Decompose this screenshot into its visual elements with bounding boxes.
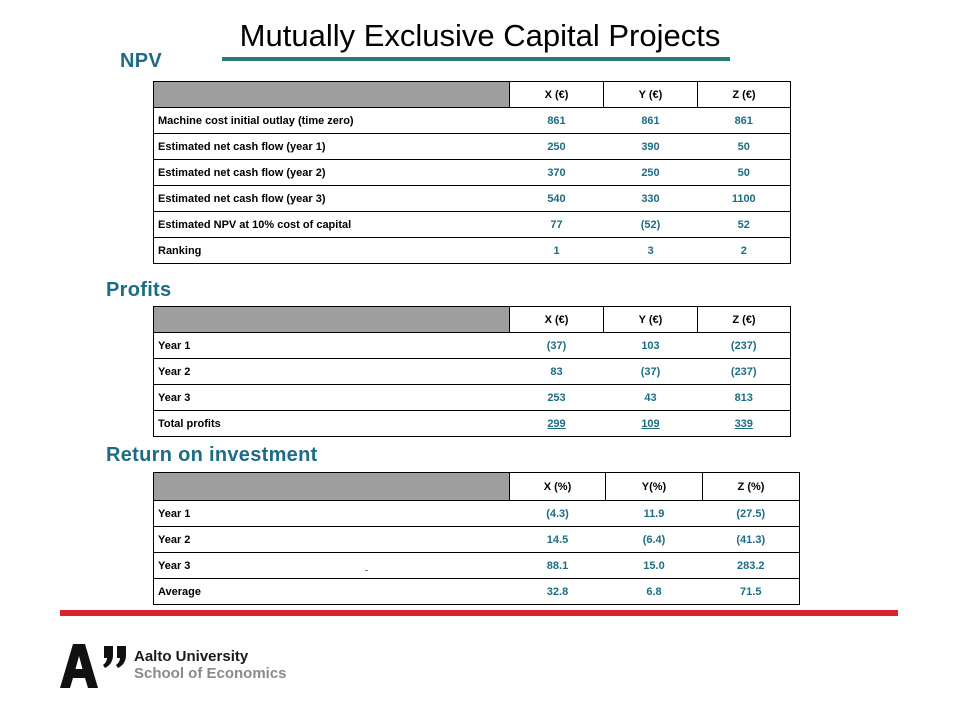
table-row bbox=[154, 527, 800, 553]
value-x: 299 bbox=[510, 411, 604, 437]
value-z: 52 bbox=[698, 212, 791, 238]
profits-table bbox=[153, 306, 791, 437]
column-header-x: X (%) bbox=[510, 473, 606, 501]
value-z: (237) bbox=[698, 359, 791, 385]
value-z: 71.5 bbox=[703, 579, 800, 605]
row-label: Estimated net cash flow (year 3) bbox=[154, 186, 510, 212]
row-label: Year 1 bbox=[154, 333, 510, 359]
row-label: Year 2 bbox=[154, 359, 510, 385]
value-x: (4.3) bbox=[510, 501, 606, 527]
table-row bbox=[154, 579, 800, 605]
value-x: 540 bbox=[510, 186, 604, 212]
table-row bbox=[154, 333, 791, 359]
table-row bbox=[154, 186, 791, 212]
value-y: (37) bbox=[604, 359, 698, 385]
value-z: (41.3) bbox=[703, 527, 800, 553]
header-blank-cell bbox=[154, 473, 510, 501]
table-row bbox=[154, 501, 800, 527]
npv-table bbox=[153, 81, 791, 264]
row-label: Ranking bbox=[154, 238, 510, 264]
row-label: Year 3 bbox=[154, 553, 510, 579]
value-x: (37) bbox=[510, 333, 604, 359]
footer-rule bbox=[60, 610, 898, 616]
value-y: 6.8 bbox=[606, 579, 703, 605]
value-x: 250 bbox=[510, 134, 604, 160]
value-x: 77 bbox=[510, 212, 604, 238]
value-x: 83 bbox=[510, 359, 604, 385]
value-x: 14.5 bbox=[510, 527, 606, 553]
table-row bbox=[154, 553, 800, 579]
value-x: 32.8 bbox=[510, 579, 606, 605]
value-y: 250 bbox=[604, 160, 698, 186]
value-z: 813 bbox=[698, 385, 791, 411]
value-y: 390 bbox=[604, 134, 698, 160]
value-x: 370 bbox=[510, 160, 604, 186]
roi-heading: Return on investment bbox=[106, 444, 318, 466]
logo-wordmark bbox=[134, 648, 287, 682]
value-z: 2 bbox=[698, 238, 791, 264]
row-label: Estimated NPV at 10% cost of capital bbox=[154, 212, 510, 238]
row-label: Year 2 bbox=[154, 527, 510, 553]
row-label: Total profits bbox=[154, 411, 510, 437]
value-y: 330 bbox=[604, 186, 698, 212]
table-row bbox=[154, 359, 791, 385]
stray-mark bbox=[365, 570, 368, 571]
table-row bbox=[154, 411, 791, 437]
logo-university-name: Aalto University bbox=[134, 648, 249, 665]
value-y: 11.9 bbox=[606, 501, 703, 527]
column-header-x: X (€) bbox=[510, 82, 604, 108]
value-y: 109 bbox=[604, 411, 698, 437]
column-header-y: Y (€) bbox=[604, 82, 698, 108]
slide-title: Mutually Exclusive Capital Projects bbox=[239, 18, 721, 53]
value-z: (237) bbox=[698, 333, 791, 359]
column-header-z: Z (%) bbox=[703, 473, 800, 501]
table-row bbox=[154, 108, 791, 134]
value-z: 339 bbox=[698, 411, 791, 437]
value-x: 1 bbox=[510, 238, 604, 264]
table-row bbox=[154, 238, 791, 264]
npv-heading: NPV bbox=[120, 50, 163, 72]
roi-table bbox=[153, 472, 800, 605]
column-header-x: X (€) bbox=[510, 307, 604, 333]
title-underline bbox=[222, 57, 730, 61]
value-x: 88.1 bbox=[510, 553, 606, 579]
profits-heading: Profits bbox=[106, 279, 172, 301]
table-row bbox=[154, 212, 791, 238]
header-blank-cell bbox=[154, 307, 510, 333]
value-z: 50 bbox=[698, 134, 791, 160]
value-z: 50 bbox=[698, 160, 791, 186]
header-blank-cell bbox=[154, 82, 510, 108]
table-row bbox=[154, 134, 791, 160]
value-y: 43 bbox=[604, 385, 698, 411]
column-header-y: Y (€) bbox=[604, 307, 698, 333]
table-row bbox=[154, 385, 791, 411]
value-x: 861 bbox=[510, 108, 604, 134]
value-z: 283.2 bbox=[703, 553, 800, 579]
value-y: 103 bbox=[604, 333, 698, 359]
value-y: 861 bbox=[604, 108, 698, 134]
value-z: (27.5) bbox=[703, 501, 800, 527]
row-label: Average bbox=[154, 579, 510, 605]
value-y: 3 bbox=[604, 238, 698, 264]
column-header-z: Z (€) bbox=[698, 307, 791, 333]
value-y: (52) bbox=[604, 212, 698, 238]
column-header-z: Z (€) bbox=[698, 82, 791, 108]
row-label: Estimated net cash flow (year 1) bbox=[154, 134, 510, 160]
row-label: Year 1 bbox=[154, 501, 510, 527]
value-x: 253 bbox=[510, 385, 604, 411]
row-label: Machine cost initial outlay (time zero) bbox=[154, 108, 510, 134]
value-y: 15.0 bbox=[606, 553, 703, 579]
logo-school-name: School of Economics bbox=[134, 665, 287, 682]
row-label: Year 3 bbox=[154, 385, 510, 411]
aalto-logo-icon bbox=[60, 644, 130, 688]
row-label: Estimated net cash flow (year 2) bbox=[154, 160, 510, 186]
table-row bbox=[154, 160, 791, 186]
value-y: (6.4) bbox=[606, 527, 703, 553]
value-z: 1100 bbox=[698, 186, 791, 212]
value-z: 861 bbox=[698, 108, 791, 134]
column-header-y: Y(%) bbox=[606, 473, 703, 501]
